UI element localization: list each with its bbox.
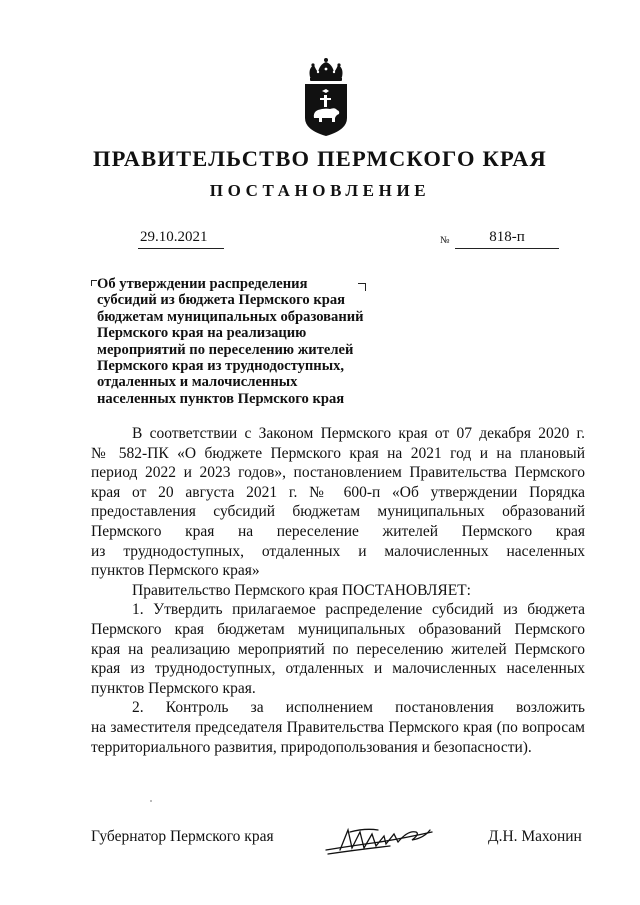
document-date: 29.10.2021 xyxy=(140,229,208,245)
scan-speck xyxy=(150,800,152,802)
body-line: на заместителя председателя Правительства Пермского края (по вопросам xyxy=(91,718,585,736)
document-number: 818-п xyxy=(489,229,525,245)
government-title: ПРАВИТЕЛЬСТВО ПЕРМСКОГО КРАЯ xyxy=(92,146,548,171)
number-field xyxy=(455,228,559,249)
body-line: № 582-ПК «О бюджете Пермского края на 2021 год и на плановый xyxy=(91,444,585,462)
body-line: из труднодоступных, отдаленных и малочисленных населенных xyxy=(91,542,585,560)
document-type: ПОСТАНОВЛЕНИЕ xyxy=(209,181,431,200)
subject-line: Пермского края из труднодоступных, xyxy=(97,358,345,375)
body-line: 1. Утвердить прилагаемое распределение субсидий из бюджета xyxy=(132,601,585,619)
subject-line: Пермского края на реализацию xyxy=(97,325,307,342)
document-body xyxy=(91,424,585,757)
coat-of-arms-emblem xyxy=(300,58,352,138)
body-line: пунктов Пермского края» xyxy=(91,562,260,580)
number-sign: № xyxy=(440,235,450,246)
subject-line: субсидий из бюджета Пермского края xyxy=(97,292,346,309)
body-line: пунктов Пермского края. xyxy=(91,679,256,697)
subject-line: Об утверждении распределения xyxy=(97,276,308,292)
body-line: края от 20 августа 2021 г. № 600-п «Об утверждении Порядка xyxy=(91,483,585,501)
handwritten-signature xyxy=(320,820,440,860)
document-subject xyxy=(97,276,397,407)
subject-line: бюджетам муниципальных образований xyxy=(97,308,364,325)
body-line: период 2022 и 2023 годов», постановлением Правительства Пермского xyxy=(91,464,585,482)
subject-line: населенных пунктов Пермского края xyxy=(97,390,345,407)
body-line: Пермского края на переселение жителей Пермского края xyxy=(91,522,585,540)
body-line: края из труднодоступных, отдаленных и малочисленных населенных xyxy=(91,660,585,678)
body-line: территориального развития, природопользования и безопасности). xyxy=(91,738,532,756)
signer-name: Д.Н. Махонин xyxy=(488,828,582,845)
subject-line: мероприятий по переселению жителей xyxy=(97,341,354,358)
subject-line: отдаленных и малочисленных xyxy=(97,374,298,391)
body-line: В соответствии с Законом Пермского края от 07 декабря 2020 г. xyxy=(132,425,585,442)
body-line: 2. Контроль за исполнением постановления возложить xyxy=(132,699,585,717)
date-field xyxy=(138,228,224,249)
body-line: края на реализацию мероприятий по переселению жителей Пермского xyxy=(91,640,585,658)
body-line: Пермского края бюджетам муниципальных образований Пермского xyxy=(91,620,585,638)
resolves-line: Правительство Пермского края ПОСТАНОВЛЯЕТ: xyxy=(132,581,471,599)
body-line: предоставления субсидий бюджетам муниципальных образований xyxy=(91,503,585,521)
signer-title: Губернатор Пермского края xyxy=(91,828,274,845)
